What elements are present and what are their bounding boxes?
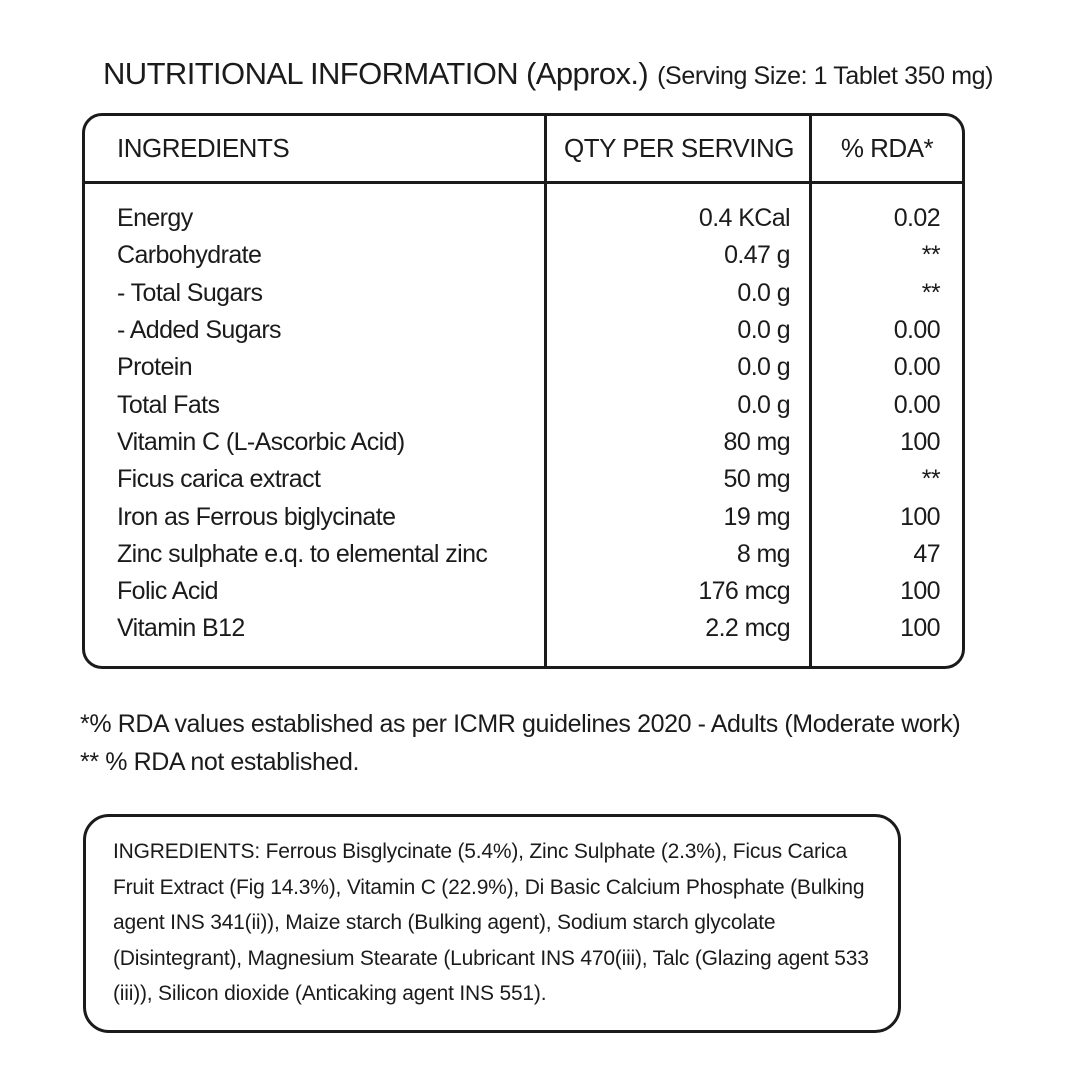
cell-qty-per-serving: 19 mg	[723, 502, 790, 531]
table-row	[85, 610, 962, 647]
cell-qty-per-serving: 0.4 KCal	[698, 204, 790, 233]
cell-ingredient-name: Vitamin B12	[117, 614, 245, 643]
table-row	[85, 312, 962, 349]
header-qty-per-serving: QTY PER SERVING	[564, 133, 794, 163]
table-row	[85, 200, 962, 237]
table-body	[85, 184, 962, 666]
cell-qty-per-serving: 80 mg	[723, 427, 790, 456]
cell-qty-per-serving: 0.0 g	[737, 316, 790, 345]
cell-qty-per-serving: 50 mg	[723, 465, 790, 494]
cell-rda-value: 47	[913, 539, 940, 568]
table-row	[85, 275, 962, 312]
ingredients-box	[83, 814, 901, 1033]
cell-rda-value: **	[921, 465, 940, 494]
page-title	[103, 56, 993, 92]
serving-size-label: (Serving Size: 1 Tablet 350 mg)	[657, 62, 994, 90]
cell-rda-value: 100	[900, 614, 940, 643]
cell-rda-value: 100	[900, 427, 940, 456]
table-row	[85, 461, 962, 498]
cell-qty-per-serving: 2.2 mcg	[705, 614, 790, 643]
cell-rda-value: **	[921, 241, 940, 270]
cell-qty-per-serving: 0.47 g	[724, 241, 790, 270]
cell-qty-per-serving: 0.0 g	[737, 278, 790, 307]
cell-qty-per-serving: 0.0 g	[737, 353, 790, 382]
cell-ingredient-name: - Added Sugars	[117, 316, 281, 345]
cell-ingredient-name: Folic Acid	[117, 577, 218, 606]
table-row	[85, 536, 962, 573]
nutrition-table	[82, 113, 965, 669]
cell-rda-value: 0.00	[893, 316, 940, 345]
cell-qty-per-serving: 176 mcg	[698, 577, 790, 606]
cell-ingredient-name: Zinc sulphate e.q. to elemental zinc	[117, 539, 488, 568]
cell-ingredient-name: Ficus carica extract	[117, 465, 321, 494]
cell-ingredient-name: - Total Sugars	[117, 278, 263, 307]
table-header-row	[85, 116, 962, 181]
cell-ingredient-name: Total Fats	[117, 390, 220, 419]
table-row	[85, 237, 962, 274]
cell-qty-per-serving: 8 mg	[736, 539, 790, 568]
cell-ingredient-name: Iron as Ferrous biglycinate	[117, 502, 396, 531]
cell-ingredient-name: Energy	[117, 204, 193, 233]
table-row	[85, 424, 962, 461]
ingredients-text: INGREDIENTS: Ferrous Bisglycinate (5.4%), Zinc Sulphate (2.3%), Ficus Carica Fruit Extract (Fig 14.3%), Vitamin C (22.9%), Di Basic Calcium Phosphate (Bulking agent INS 341(ii)), Maize starch (Bulking agent), Sodium starch glycolate (Disintegrant), Magnesium Stearate (Lubricant INS 470(iii), Talc (Glazing agent 533 (iii)), Silicon dioxide (Anticaking agent INS 551).	[113, 840, 869, 1005]
table-row	[85, 573, 962, 610]
cell-ingredient-name: Protein	[117, 353, 193, 382]
cell-rda-value: 0.02	[893, 204, 940, 233]
table-row	[85, 498, 962, 535]
title-main: NUTRITIONAL INFORMATION (Approx.)	[103, 56, 649, 91]
header-ingredients: INGREDIENTS	[117, 133, 290, 163]
cell-rda-value: 0.00	[893, 353, 940, 382]
cell-rda-value: **	[921, 278, 940, 307]
footnote-rda-not-established: ** % RDA not established.	[80, 748, 360, 776]
cell-rda-value: 100	[900, 577, 940, 606]
header-rda: % RDA*	[840, 133, 934, 163]
cell-ingredient-name: Vitamin C (L-Ascorbic Acid)	[117, 427, 405, 456]
footnote-rda-established: *% RDA values established as per ICMR guidelines 2020 - Adults (Moderate work)	[80, 710, 961, 738]
cell-rda-value: 100	[900, 502, 940, 531]
table-row	[85, 349, 962, 386]
cell-rda-value: 0.00	[893, 390, 940, 419]
table-row	[85, 386, 962, 423]
cell-ingredient-name: Carbohydrate	[117, 241, 262, 270]
footnotes	[80, 705, 960, 781]
cell-qty-per-serving: 0.0 g	[737, 390, 790, 419]
